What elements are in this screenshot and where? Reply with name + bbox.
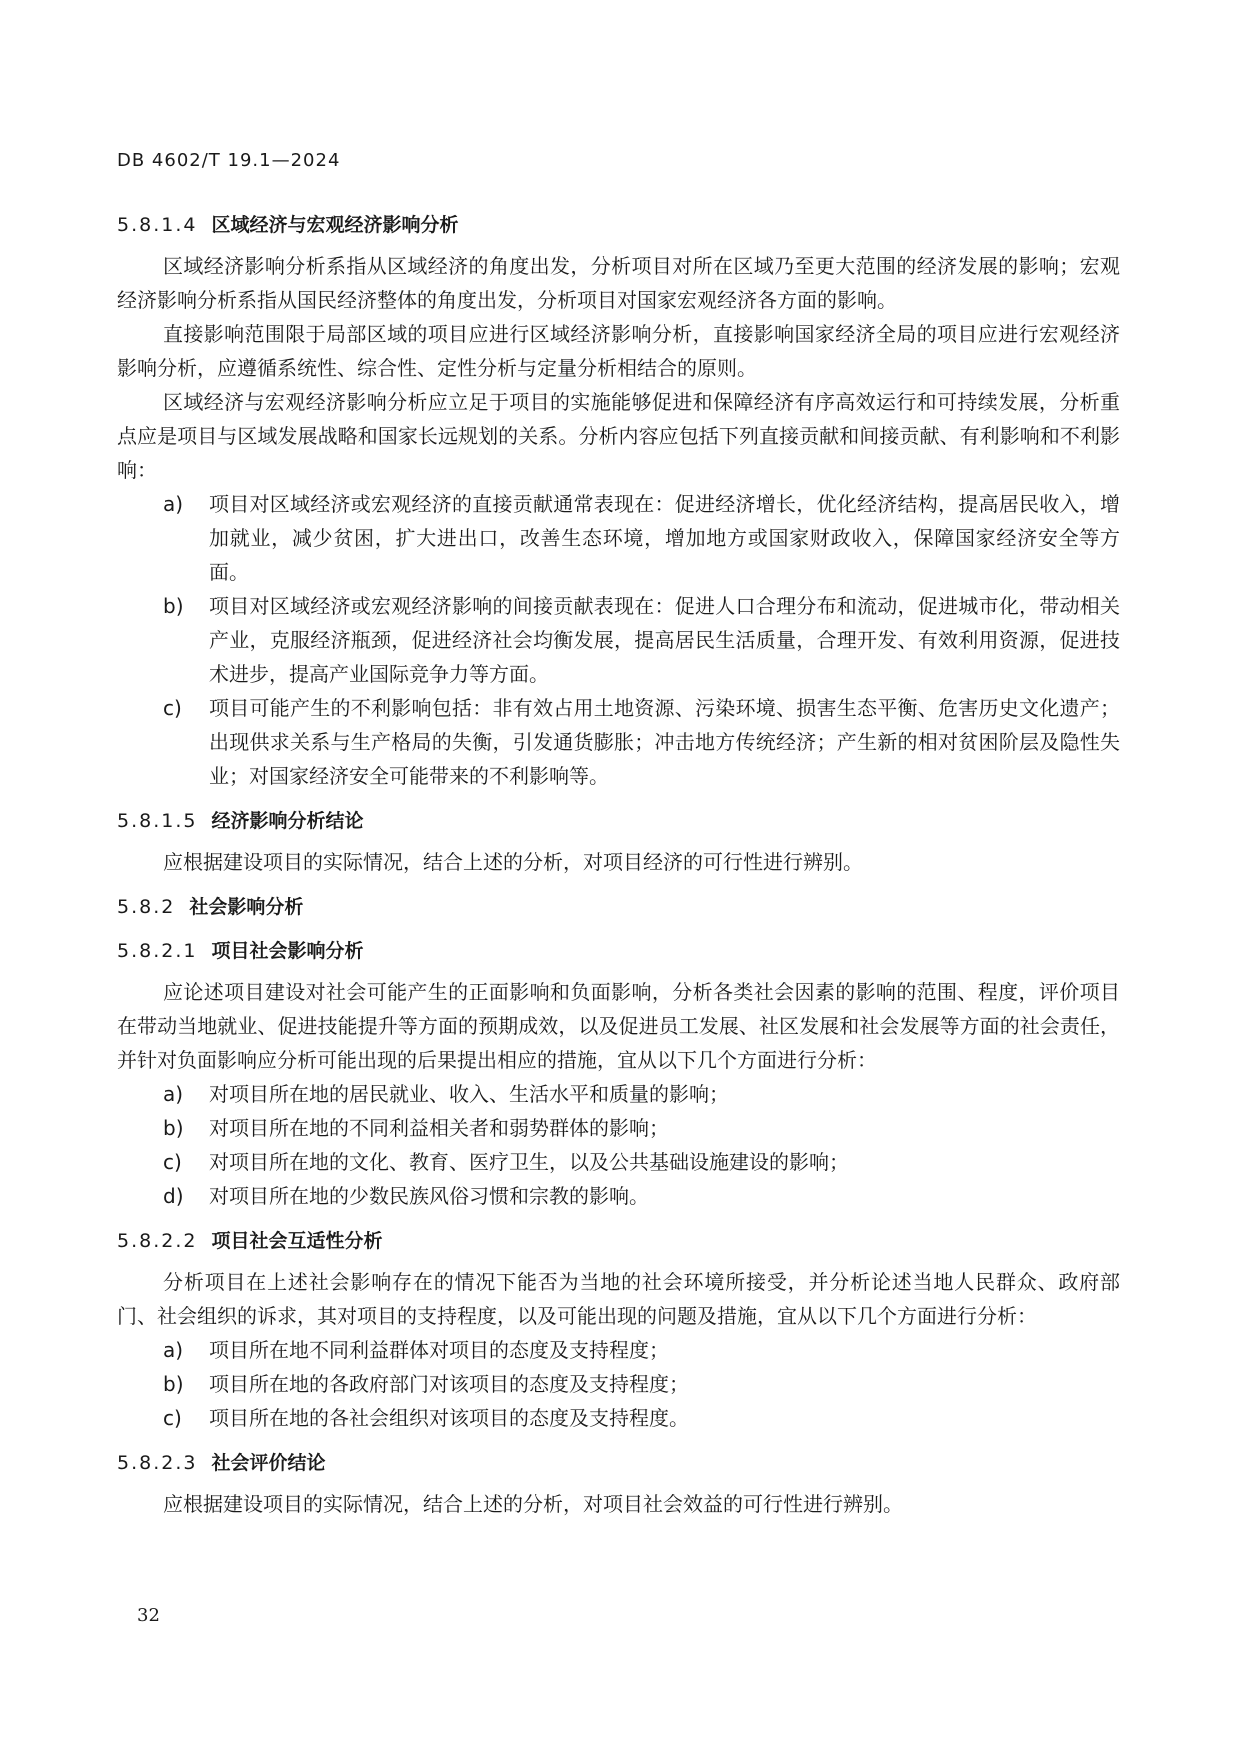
section-heading-5-8-1-4 bbox=[117, 205, 1120, 245]
section-heading-5-8-2 bbox=[117, 887, 1120, 927]
section-heading-5-8-1-5 bbox=[117, 801, 1120, 841]
section-number: 5.8.1.5 bbox=[117, 810, 198, 832]
list-item bbox=[117, 1333, 1120, 1367]
list-marker: b) bbox=[163, 1116, 184, 1140]
list-item-text: 项目对区域经济或宏观经济的直接贡献通常表现在：促进经济增长，优化经济结构，提高居民收入，增加就业，减少贫困，扩大进出口，改善生态环境，增加地方或国家财政收入，保障国家经济安全等方面。 bbox=[209, 492, 1120, 584]
list-marker: c) bbox=[163, 696, 182, 720]
list-item-text: 项目所在地不同利益群体对项目的态度及支持程度； bbox=[209, 1338, 669, 1362]
list-marker: c) bbox=[163, 1150, 182, 1174]
list-item bbox=[117, 487, 1120, 589]
section-number: 5.8.2 bbox=[117, 896, 176, 918]
list-marker: a) bbox=[163, 1082, 184, 1106]
section-number: 5.8.2.1 bbox=[117, 940, 198, 962]
list-item bbox=[117, 1111, 1120, 1145]
section-heading-5-8-2-2 bbox=[117, 1221, 1120, 1261]
page-number: 32 bbox=[137, 1605, 160, 1626]
list-item-text: 项目对区域经济或宏观经济影响的间接贡献表现在：促进人口合理分布和流动，促进城市化，带动相关产业，克服经济瓶颈，促进经济社会均衡发展，提高居民生活质量，合理开发、有效利用资源，促进技术进步，提高产业国际竞争力等方面。 bbox=[209, 594, 1120, 686]
list-item bbox=[117, 691, 1120, 793]
paragraph: 分析项目在上述社会影响存在的情况下能否为当地的社会环境所接受，并分析论述当地人民群众、政府部门、社会组织的诉求，其对项目的支持程度，以及可能出现的问题及措施，宜从以下几个方面进行分析： bbox=[117, 1270, 1120, 1328]
list-item bbox=[117, 1179, 1120, 1213]
list-item-text: 对项目所在地的少数民族风俗习惯和宗教的影响。 bbox=[209, 1184, 649, 1208]
paragraph: 应论述项目建设对社会可能产生的正面影响和负面影响，分析各类社会因素的影响的范围、程度，评价项目在带动当地就业、促进技能提升等方面的预期成效，以及促进员工发展、社区发展和社会发展等方面的社会责任，并针对负面影响应分析可能出现的后果提出相应的措施，宜从以下几个方面进行分析： bbox=[117, 980, 1120, 1072]
paragraph: 区域经济与宏观经济影响分析应立足于项目的实施能够促进和保障经济有序高效运行和可持续发展，分析重点应是项目与区域发展战略和国家长远规划的关系。分析内容应包括下列直接贡献和间接贡献、有利影响和不利影响： bbox=[117, 390, 1120, 482]
document-code: DB 4602/T 19.1—2024 bbox=[117, 150, 341, 171]
paragraph: 区域经济影响分析系指从区域经济的角度出发，分析项目对所在区域乃至更大范围的经济发展的影响；宏观经济影响分析系指从国民经济整体的角度出发，分析项目对国家宏观经济各方面的影响。 bbox=[117, 254, 1120, 312]
list-item-text: 对项目所在地的文化、教育、医疗卫生，以及公共基础设施建设的影响； bbox=[209, 1150, 849, 1174]
paragraph: 应根据建设项目的实际情况，结合上述的分析，对项目经济的可行性进行辨别。 bbox=[163, 850, 863, 874]
section-heading-5-8-2-1 bbox=[117, 931, 1120, 971]
list-marker: a) bbox=[163, 492, 184, 516]
list-item-text: 对项目所在地的不同利益相关者和弱势群体的影响； bbox=[209, 1116, 669, 1140]
contribution-list bbox=[117, 487, 1120, 793]
section-title: 项目社会影响分析 bbox=[211, 940, 364, 962]
section-title: 社会影响分析 bbox=[189, 896, 304, 918]
list-item bbox=[117, 1077, 1120, 1111]
list-marker: c) bbox=[163, 1406, 182, 1430]
paragraph: 直接影响范围限于局部区域的项目应进行区域经济影响分析，直接影响国家经济全局的项目应进行宏观经济影响分析，应遵循系统性、综合性、定性分析与定量分析相结合的原则。 bbox=[117, 322, 1120, 380]
section-heading-5-8-2-3 bbox=[117, 1443, 1120, 1483]
section-number: 5.8.2.3 bbox=[117, 1452, 198, 1474]
list-item bbox=[117, 1145, 1120, 1179]
paragraph: 应根据建设项目的实际情况，结合上述的分析，对项目社会效益的可行性进行辨别。 bbox=[163, 1492, 903, 1516]
list-item-text: 项目可能产生的不利影响包括：非有效占用土地资源、污染环境、损害生态平衡、危害历史文化遗产；出现供求关系与生产格局的失衡，引发通货膨胀；冲击地方传统经济；产生新的相对贫困阶层及隐性失业；对国家经济安全可能带来的不利影响等。 bbox=[209, 696, 1120, 788]
social-impact-list bbox=[117, 1077, 1120, 1213]
section-title: 社会评价结论 bbox=[211, 1452, 326, 1474]
section-title: 经济影响分析结论 bbox=[211, 810, 364, 832]
document-body bbox=[117, 205, 1120, 1521]
list-item bbox=[117, 1401, 1120, 1435]
list-item-text: 对项目所在地的居民就业、收入、生活水平和质量的影响； bbox=[209, 1082, 729, 1106]
list-item bbox=[117, 589, 1120, 691]
list-marker: b) bbox=[163, 1372, 184, 1396]
list-item bbox=[117, 1367, 1120, 1401]
list-item-text: 项目所在地的各社会组织对该项目的态度及支持程度。 bbox=[209, 1406, 689, 1430]
list-marker: d) bbox=[163, 1184, 184, 1208]
list-marker: b) bbox=[163, 594, 184, 618]
list-item-text: 项目所在地的各政府部门对该项目的态度及支持程度； bbox=[209, 1372, 689, 1396]
section-title: 项目社会互适性分析 bbox=[211, 1230, 383, 1252]
section-title: 区域经济与宏观经济影响分析 bbox=[211, 214, 459, 236]
section-number: 5.8.2.2 bbox=[117, 1230, 198, 1252]
section-number: 5.8.1.4 bbox=[117, 214, 198, 236]
list-marker: a) bbox=[163, 1338, 184, 1362]
social-adaptability-list bbox=[117, 1333, 1120, 1435]
